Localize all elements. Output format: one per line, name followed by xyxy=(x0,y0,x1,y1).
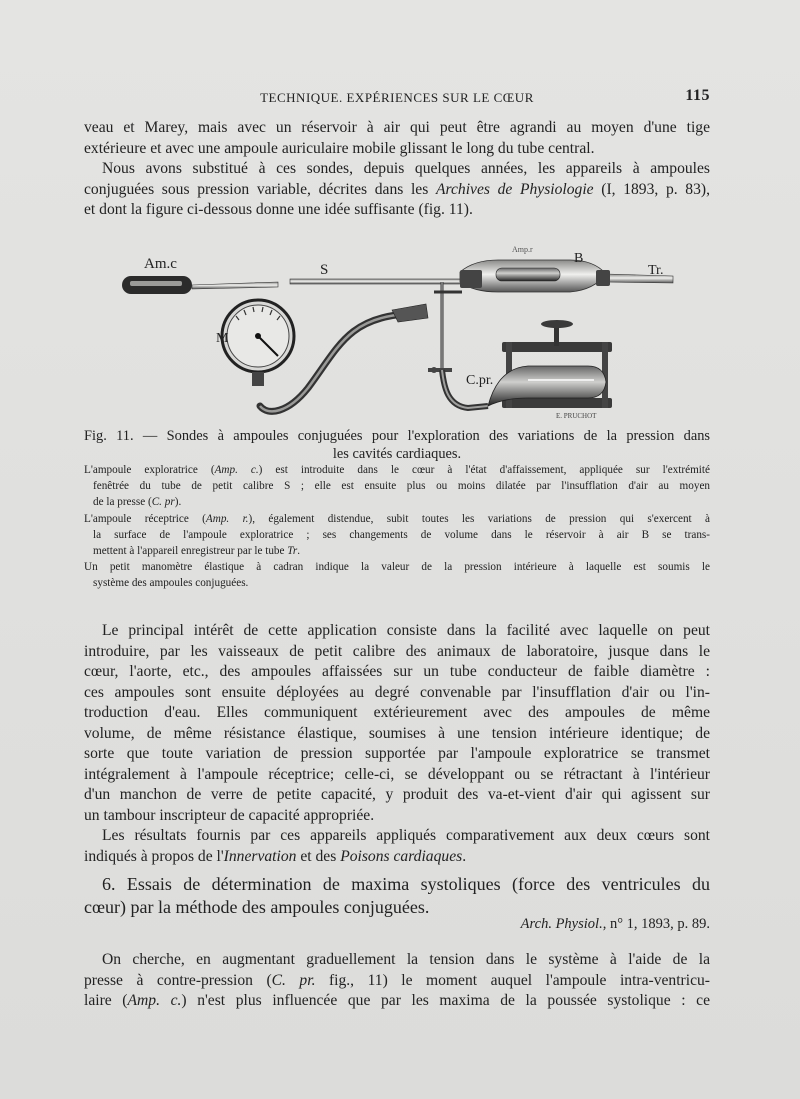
note-line: L'ampoule réceptrice (Amp. r.), également distendue, subit toutes les variations de pression qui s'exercent à xyxy=(84,512,710,525)
text-line: troduction d'eau. Elles communiquent extérieurement avec des ampoules de même xyxy=(84,704,710,721)
text-line: introduire, par les vaisseaux de petit calibre des animaux de laboratoire, jusque dans le xyxy=(84,642,710,660)
text-line: Les résultats fournis par ces appareils appliqués comparativement aux deux cœurs sont xyxy=(102,827,710,844)
text-line: veau et Marey, mais avec un réservoir à air qui peut être agrandi au moyen d'une tige xyxy=(84,119,710,136)
probe-tube xyxy=(192,282,278,289)
explorer-ampoule xyxy=(122,276,192,294)
text-line: et dont la figure ci-dessous donne une idée suffisante (fig. 11). xyxy=(84,201,473,218)
text-line: cœur, l'aorte, etc., des ampoules affaissées sur un tube conducteur de faible diamètre : xyxy=(84,663,710,680)
text-line: un tambour inscripteur de capacité appropriée. xyxy=(84,806,375,824)
label-b: B xyxy=(574,251,584,266)
air-reservoir xyxy=(460,260,673,292)
note-line: fenêtrée du tube de petit calibre S ; elle est ensuite plus ou moins dilatée par l'insufflation d'air au moyen xyxy=(93,480,710,493)
label-tr: Tr. xyxy=(648,263,664,278)
reference-citation: Arch. Physiol., n° 1, 1893, p. 89. xyxy=(520,916,710,932)
note-line: la surface de l'ampoule exploratrice ; ses changements de volume dans le réservoir à air B se trans- xyxy=(93,528,710,541)
page-number: 115 xyxy=(685,87,710,104)
text-line: d'un manchon de verre de petite capacité, y produit des va-et-vient d'air qui agissent sur xyxy=(84,786,710,803)
note-line: système des ampoules conjuguées. xyxy=(93,577,249,590)
text-line: volume, de même résistance élastique, soumises à une tension intérieure identique; de xyxy=(84,724,710,742)
note-line: mettent à l'appareil enregistreur par le tube Tr. xyxy=(93,545,301,558)
heading-line: cœur) par la méthode des ampoules conjuguées. xyxy=(84,897,430,917)
paragraph-method xyxy=(84,950,710,1012)
paragraph-results xyxy=(84,826,710,867)
note-line: Un petit manomètre élastique à cadran indique la valeur de la pression intérieure à laquelle est soumis le xyxy=(84,561,710,574)
section-heading xyxy=(84,873,710,919)
label-ampr: Amp.r xyxy=(512,245,533,254)
page-header xyxy=(84,86,710,108)
label-cpr: C.pr. xyxy=(466,373,494,388)
figure-caption xyxy=(84,427,710,463)
text-line: Nous avons substitué à ces sondes, depuis quelques années, les appareils à ampoules xyxy=(102,160,710,177)
figure-apparatus xyxy=(108,238,688,428)
text-line: ces ampoules sont ensuite déployées au degré convenable par l'insufflation d'air ou l'in- xyxy=(84,683,710,701)
label-m: M xyxy=(216,331,229,346)
text-line: indiqués à propos de l'Innervation et des Poisons cardiaques. xyxy=(84,847,467,865)
caption-line: les cavités cardiaques. xyxy=(332,446,462,462)
text-line: On cherche, en augmentant graduellement la tension dans le système à l'aide de la xyxy=(102,951,710,968)
engraver-signature: E. PRUCHOT xyxy=(556,412,597,420)
running-title: TECHNIQUE. EXPÉRIENCES SUR LE CŒUR xyxy=(260,90,534,105)
text-line: intégralement à l'ampoule réceptrice; celle-ci, se développant ou se rétractant à l'intérieur xyxy=(84,765,710,783)
text-line: presse à contre-pression (C. pr. fig., 11) le moment auquel l'ampoule intra-ventricu- xyxy=(84,971,710,989)
heading-line: 6. Essais de détermination de maxima systoliques (force des ventricules du xyxy=(102,874,710,894)
figure-notes xyxy=(84,462,710,592)
counter-pressure-press xyxy=(488,320,612,408)
label-amc: Am.c xyxy=(144,256,177,272)
text-line: sorte que toute variation de pression supportée par l'ampoule exploratrice se transmet xyxy=(84,745,710,762)
note-line: L'ampoule exploratrice (Amp. c.) est introduite dans le cœur à l'état d'affaissement, appliquée sur l'extrémité xyxy=(84,464,710,476)
manometer xyxy=(222,300,294,386)
paragraph-main xyxy=(84,621,710,826)
intro-text xyxy=(84,118,710,221)
note-line: de la presse (C. pr). xyxy=(93,496,182,509)
central-tube xyxy=(290,279,480,284)
text-line: Le principal intérêt de cette application consiste dans la facilité avec laquelle on peut xyxy=(102,622,710,639)
text-line: laire (Amp. c.) n'est plus influencée que par les maxima de la poussée systolique : ce xyxy=(84,992,711,1009)
label-s: S xyxy=(320,262,329,278)
text-line: conjuguées sous pression variable, décrites dans les Archives de Physiologie (I, 1893, p. 83), xyxy=(84,180,710,198)
caption-line: Fig. 11. — Sondes à ampoules conjuguées pour l'exploration des variations de la pression dans xyxy=(84,428,710,444)
text-line: extérieure et avec une ampoule auriculaire mobile glissant le long du tube central. xyxy=(84,139,595,157)
